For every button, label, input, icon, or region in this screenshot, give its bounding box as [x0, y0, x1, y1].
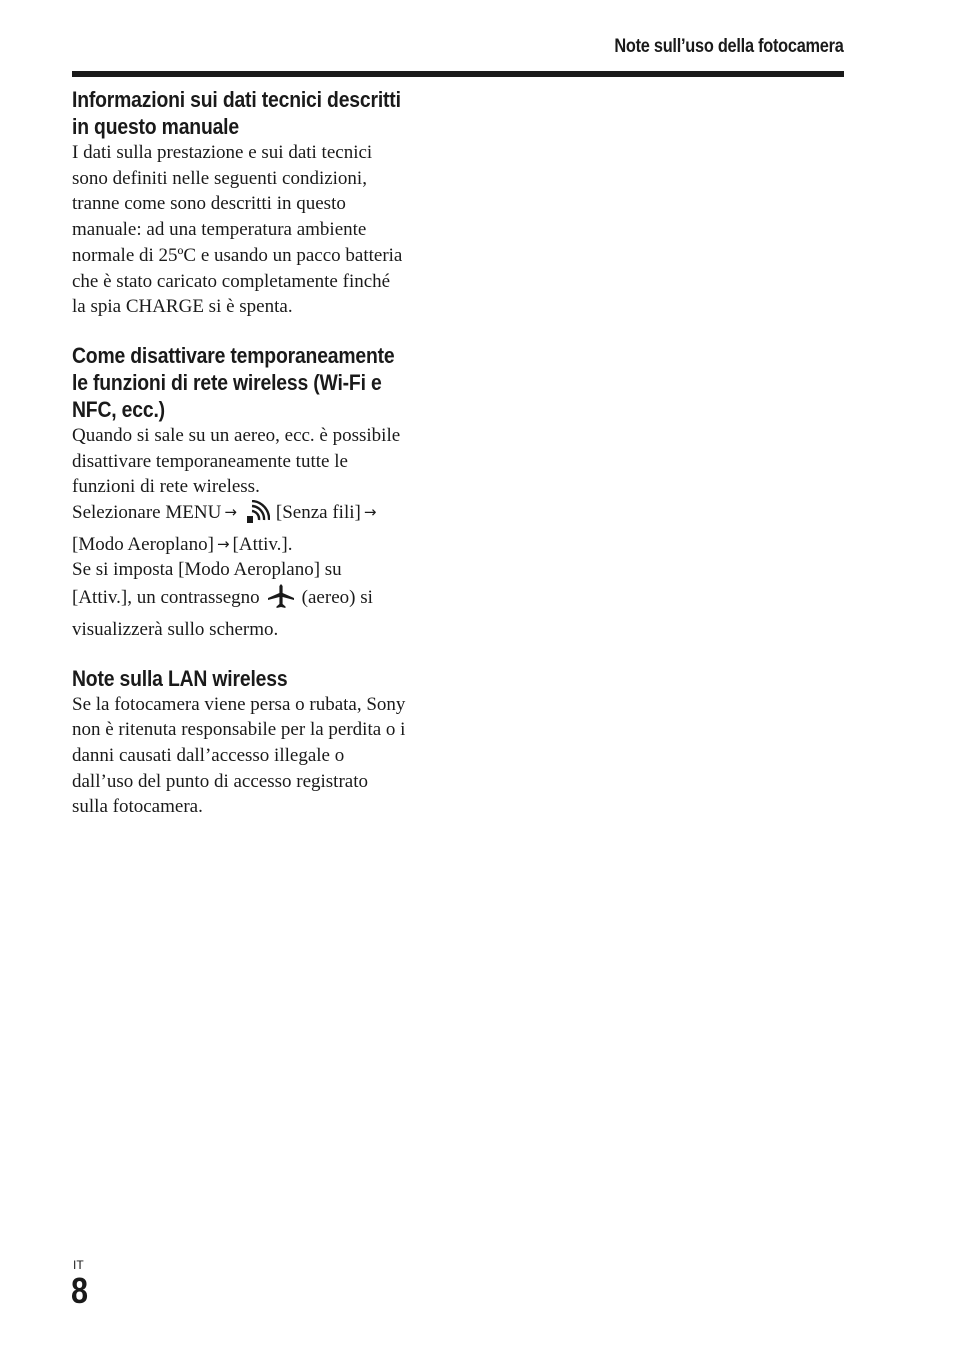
arrow-icon: →: [216, 534, 230, 553]
section-wireless-lan: [72, 665, 442, 821]
language-code: IT: [73, 1258, 84, 1272]
section-body: I dati sulla prestazione e sui dati tecnici sono definiti nelle seguenti condizioni, tranne come sono descritti in questo manuale: ad una temperatura ambiente normale di 25ºC e usando un pacco batteria che è stato caricato completamente finché la spia CHARGE si è spenta.: [72, 142, 403, 318]
section-body: Quando si sale su un aereo, ecc. è possibile disattivare temporaneamente tutte le funzioni di rete wireless. Selezionare MENU → [Senza fili] → [Modo Aeroplano] → [Attiv.]. Se si imposta [Modo Aeroplano] su [Attiv.], un contrassegno (aereo) si visualizzerà sullo schermo.: [72, 424, 401, 640]
page-number: 8: [71, 1270, 89, 1311]
section-airplane-mode: [72, 342, 442, 643]
menu-path-step: [Senza fili]: [275, 502, 361, 524]
main-content: [72, 86, 442, 839]
menu-path-step: [Modo Aeroplano]: [72, 533, 214, 555]
section-heading: Come disattivare temporaneamente le funzioni di rete wireless (Wi-Fi e NFC, ecc.): [72, 342, 395, 422]
header-rule: [72, 71, 844, 77]
section-body: Se la fotocamera viene persa o rubata, Sony non è ritenuta responsabile per la perdita o i danni causati dall’accesso illegale o dall’uso del punto di accesso registrato sulla fotocamera.: [72, 693, 406, 818]
arrow-icon: →: [224, 503, 237, 522]
section-heading: Informazioni sui dati tecnici descritti in questo manuale: [72, 87, 401, 139]
section-heading: Note sulla LAN wireless: [72, 665, 288, 691]
menu-path-step: [Attiv.].: [232, 533, 293, 555]
airplane-icon: [266, 583, 296, 617]
running-header: Note sull’uso della fotocamera: [614, 36, 844, 57]
section-specs: [72, 86, 442, 320]
arrow-icon: →: [363, 503, 377, 522]
menu-path-step: Selezionare MENU: [72, 502, 222, 524]
wireless-menu-icon: [246, 500, 270, 532]
